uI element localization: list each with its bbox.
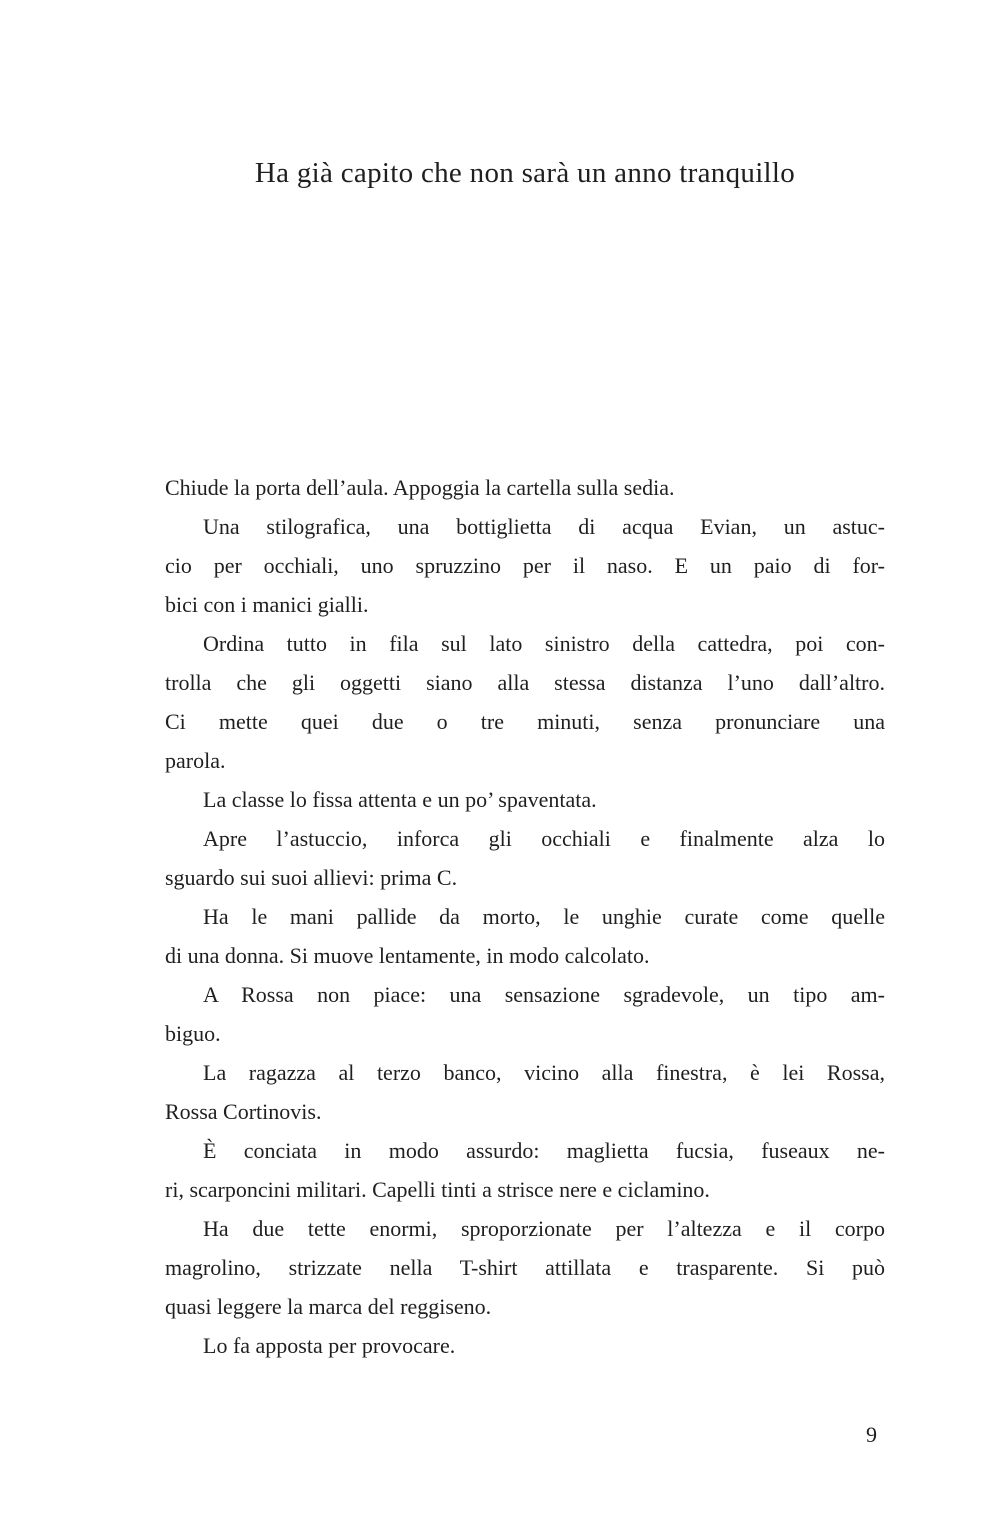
text-line: Ha due tette enormi, sproporzionate per l’altezza e il corpo bbox=[203, 1216, 885, 1241]
body-text bbox=[165, 468, 885, 1365]
paragraph bbox=[165, 819, 885, 897]
paragraph bbox=[165, 1053, 885, 1131]
text-line: magrolino, strizzate nella T-shirt attillata e trasparente. Si può bbox=[165, 1255, 885, 1280]
paragraph bbox=[165, 975, 885, 1053]
paragraph bbox=[165, 1326, 885, 1365]
text-line: quasi leggere la marca del reggiseno. bbox=[165, 1294, 492, 1319]
paragraph bbox=[165, 507, 885, 624]
page-number: 9 bbox=[866, 1422, 877, 1447]
paragraph bbox=[165, 1209, 885, 1326]
text-line: di una donna. Si muove lentamente, in modo calcolato. bbox=[165, 943, 650, 968]
paragraph bbox=[165, 624, 885, 780]
text-line: trolla che gli oggetti siano alla stessa distanza l’uno dall’altro. bbox=[165, 670, 885, 695]
text-line: La ragazza al terzo banco, vicino alla finestra, è lei Rossa, bbox=[203, 1060, 885, 1085]
paragraph bbox=[165, 468, 885, 507]
text-line: Ci mette quei due o tre minuti, senza pronunciare una bbox=[165, 709, 885, 734]
text-line: Chiude la porta dell’aula. Appoggia la cartella sulla sedia. bbox=[165, 475, 675, 500]
text-line: A Rossa non piace: una sensazione sgradevole, un tipo am- bbox=[203, 982, 885, 1007]
text-line: Ha le mani pallide da morto, le unghie curate come quelle bbox=[203, 904, 885, 929]
text-line: È conciata in modo assurdo: maglietta fucsia, fuseaux ne- bbox=[203, 1138, 885, 1163]
text-line: biguo. bbox=[165, 1021, 221, 1046]
text-line: sguardo sui suoi allievi: prima C. bbox=[165, 865, 458, 890]
text-line: Lo fa apposta per provocare. bbox=[203, 1333, 456, 1358]
text-line: cio per occhiali, uno spruzzino per il naso. E un paio di for- bbox=[165, 553, 885, 578]
text-line: ri, scarponcini militari. Capelli tinti a strisce nere e ciclamino. bbox=[165, 1177, 710, 1202]
text-line: Rossa Cortinovis. bbox=[165, 1099, 322, 1124]
text-line: parola. bbox=[165, 748, 226, 773]
text-line: bici con i manici gialli. bbox=[165, 592, 369, 617]
text-line: Apre l’astuccio, inforca gli occhiali e finalmente alza lo bbox=[203, 826, 885, 851]
paragraph bbox=[165, 1131, 885, 1209]
text-line: Una stilografica, una bottiglietta di acqua Evian, un astuc- bbox=[203, 514, 885, 539]
text-line: Ordina tutto in fila sul lato sinistro della cattedra, poi con- bbox=[203, 631, 885, 656]
text-line: La classe lo fissa attenta e un po’ spaventata. bbox=[203, 787, 597, 812]
chapter-title: Ha già capito che non sarà un anno tranquillo bbox=[254, 157, 796, 189]
paragraph bbox=[165, 897, 885, 975]
paragraph bbox=[165, 780, 885, 819]
